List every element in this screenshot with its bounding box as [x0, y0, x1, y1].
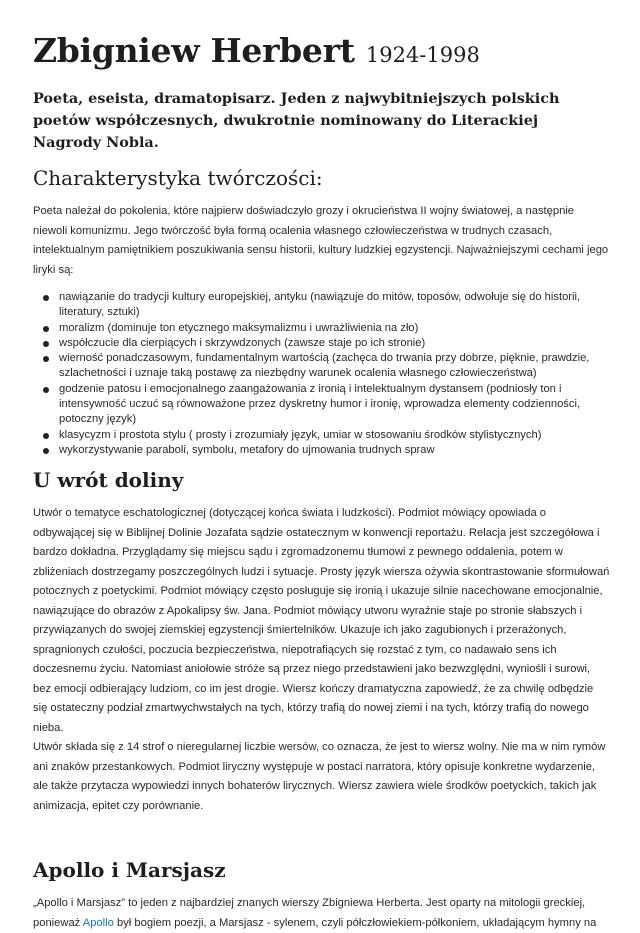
apollo-paragraph [33, 894, 610, 933]
list-item: godzenie patosu i emocjonalnego zaangażowania z ironią i intelektualnym dystansem (podniosły ton i intensywność uczuć są równoważone przez dyskretny humor i ironię, wprowadza elementy codzienności, potoczny język) [59, 382, 610, 428]
list-item: wykorzystywanie paraboli, symbolu, metafory do ujmowania trudnych spraw [59, 443, 610, 458]
list-item: klasycyzm i prostota stylu ( prosty i zrozumiały język, umiar w stosowaniu środków stylistycznych) [59, 428, 610, 443]
page-title [33, 30, 610, 76]
lead-paragraph: Poeta, eseista, dramatopisarz. Jeden z najwybitniejszych polskich poetów współczesnych, dwukrotnie nominowany do Literackiej Nagrody Nobla. [33, 90, 560, 151]
apollo-text-before: „Apollo i Marsjasz” to jeden z najbardziej znanych wierszy Zbigniewa Herberta. Jest oparty na mitologii greckiej, ponieważ [33, 897, 586, 929]
author-years: 1924-1998 [365, 43, 480, 67]
apollo-link[interactable]: Apollo [82, 916, 114, 929]
section-heading-u-wrot-doliny: U wrót doliny [33, 468, 184, 493]
u-wrot-doliny-paragraph-2: Utwór składa się z 14 strof o nieregularnej liczbie wersów, co oznacza, że jest to wiersz wolny. Nie ma w nim rymów ani znaków przestankowych. Podmiot liryczny występuje w postaci narratora, który opisuje konkretne wydarzenie, ale także przytacza wypowiedzi innych bohaterów lirycznych. Wiersz zawiera wiele środków poetyckich, takich jak animizacja, epitet czy porównanie. [33, 741, 606, 812]
author-name: Zbigniew Herbert [33, 31, 355, 70]
section-heading-apollo-i-marsjasz: Apollo i Marsjasz [33, 858, 226, 883]
list-item: współczucie dla cierpiących i skrzywdzonych (zawsze staje po ich stronie) [59, 336, 610, 351]
characteristics-list [33, 290, 610, 458]
list-item: nawiązanie do tradycji kultury europejskiej, antyku (nawiązuje do mitów, toposów, odwołuje się do historii, literatury, sztuki) [59, 290, 610, 321]
section-heading-characteristics: Charakterystyka twórczości: [33, 166, 323, 190]
apollo-text-after: był bogiem poezji, a Marsjasz - sylenem, czyli półczłowiekiem-półkoniem, układającym hymny na [113, 916, 597, 929]
list-item: wierność ponadczasowym, fundamentalnym wartością (zachęca do trwania przy dobrze, pięknie, prawdzie, szlachetności i uznaje taką postawę za niezbędny warunek ocalenia własnego człowieczeństwa) [59, 351, 610, 382]
list-item: moralizm (dominuje ton etycznego maksymalizmu i uwrażliwienia na zło) [59, 321, 610, 336]
characteristics-intro: Poeta należał do pokolenia, które najpierw doświadczyło grozy i okrucieństwa II wojny światowej, a następnie niewoli komunizmu. Jego twórczość była formą ocalenia własnego człowieczeństwa w trudnych czasach, intelektualnym pamiętnikiem poszukiwania sensu historii, kultury ludzkiej egzystencji. Najważniejszymi cechami jego liryki są: [33, 205, 609, 276]
u-wrot-doliny-paragraph-1: Utwór o tematyce eschatologicznej (dotyczącej końca świata i ludzkości). Podmiot mówiący opowiada o odbywającej się w Biblijnej Dolinie Jozafata sądzie ostatecznym w konwencji reportażu. Relacja jest szczegółowa i bardzo dokładna. Przyglądamy się miejscu sądu i zgromadzonemu tłumowi z pewnego oddalenia, potem w zbliżeniach dostrzegamy poszczególnych ludzi i sytuacje. Prosty język wiersza ożywia skontrastowanie sformułowań potocznych z poetyckimi. Podmiot mówiący często posługuje się ironią i ukazuje silnie nacechowane emocjonalnie, nawiązujące do obrazów z Apokalipsy św. Jana. Podmiot mówiący utworu wyraźnie staje po stronie słabszych i przywiązanych do swojej ziemskiej egzystencji śmiertelników. Ukazuje ich jako zagubionych i przerażonych, spragnionych czułości, poczucia bezpieczeństwa, niepotrafiących się rozstać z tym, co nadawało sens ich doczesnemu życiu. Natomiast aniołowie stróże są przez niego przedstawieni jako bezwzględni, wyniośli i surowi, bez emocji odbierający ludziom, co im jest drogie. Wiersz kończy dramatyczna zapowiedź, że za chwilę odbędzie się ostateczny podział zmartwychwstałych na tych, którzy trafią do nowej ziemi i na tych, którzy trafią do nowego nieba. [33, 507, 610, 734]
